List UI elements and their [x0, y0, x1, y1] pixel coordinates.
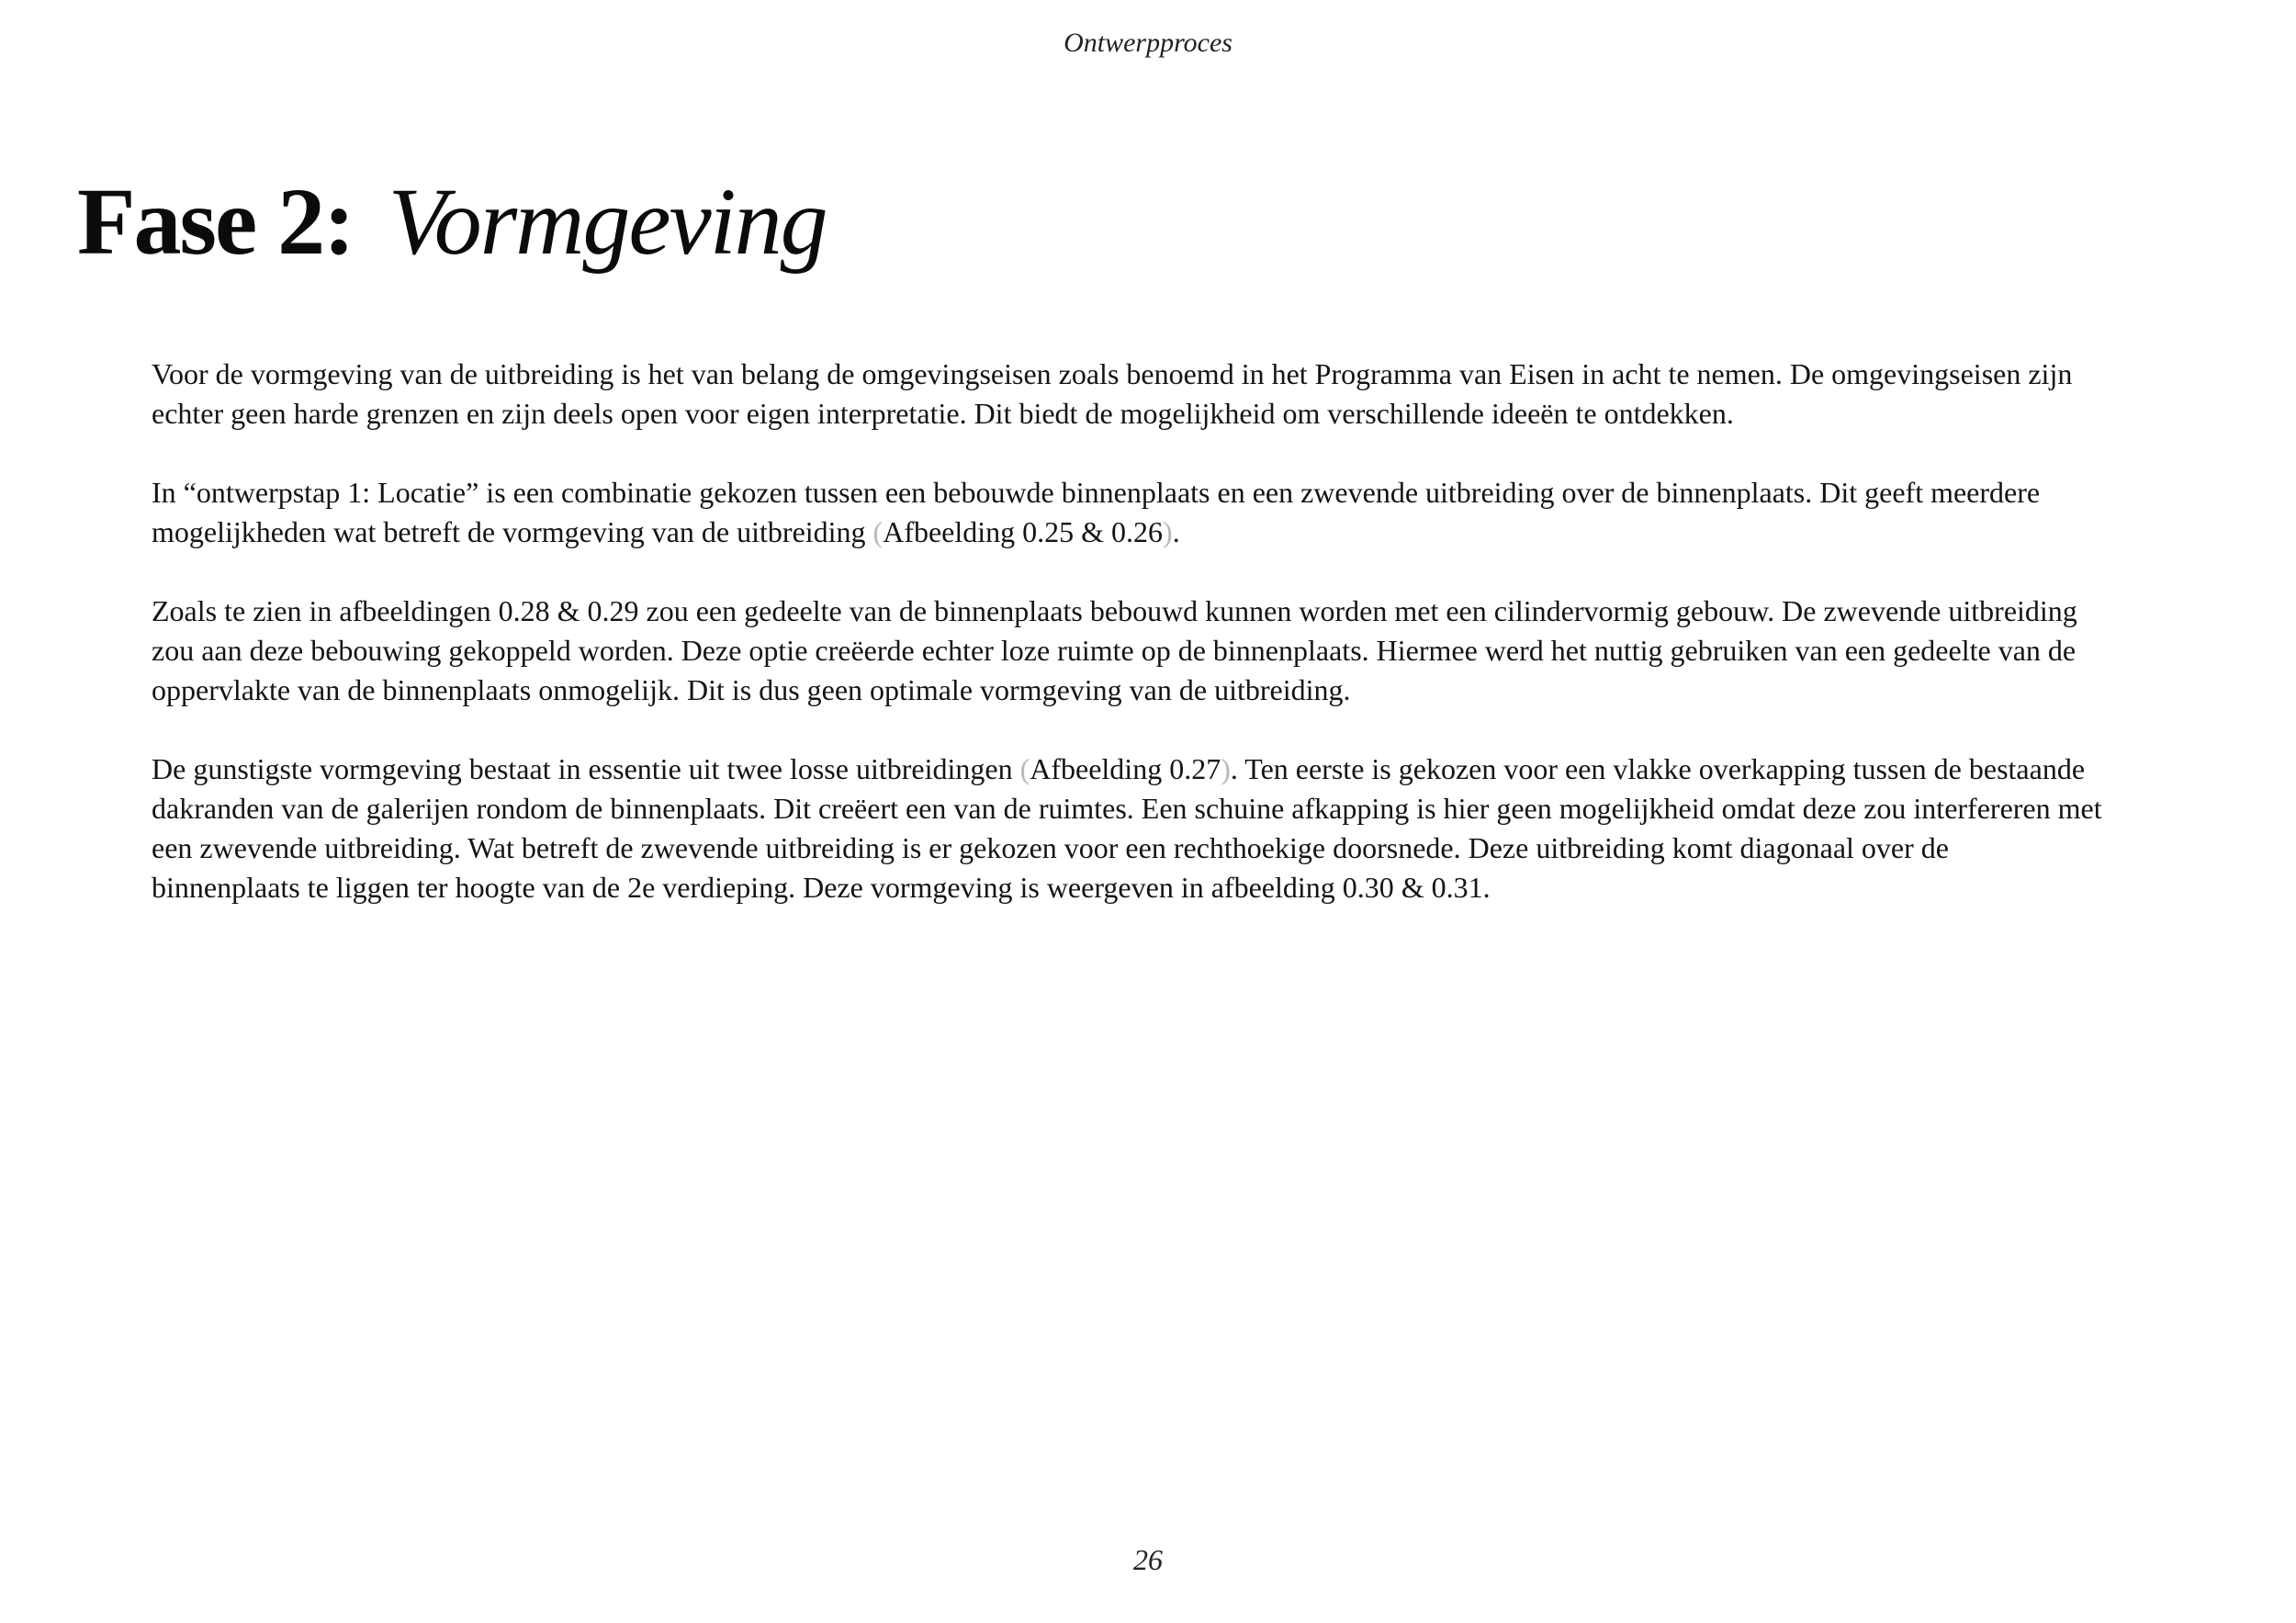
- open-parenthesis: (: [872, 515, 884, 548]
- title-lead: Fase 2:: [77, 169, 354, 275]
- paragraph-4-end: . Ten eerste is gekozen voor een vlakke overkapping tussen de bestaande dakranden van de galerijen rondom de binnenplaats. Dit creëert een van de ruimtes. Een schuine afkapping is hier geen mogelijkheid omdat deze zou interfereren met een zwevende uitbreiding. Wat betreft de zwevende uitbreiding is er gekozen voor een rechthoekige doorsnede. Deze uitbreiding komt diagonaal over de binnenplaats te liggen ter hoogte van de 2e verdieping. Deze vormgeving is weergeven in afbeelding 0.30 & 0.31.: [152, 752, 2102, 904]
- paragraph-3: Zoals te zien in afbeeldingen 0.28 & 0.29 zou een gedeelte van de binnenplaats bebouwd kunnen worden met een cilindervormig gebouw. De zwevende uitbreiding zou aan deze bebouwing gekoppeld worden. Deze optie creëerde echter loze ruimte op de binnenplaats. Hiermee werd het nuttig gebruiken van een gedeelte van de oppervlakte van de binnenplaats onmogelijk. Dit is dus geen optimale vormgeving van de uitbreiding.: [152, 594, 2077, 706]
- paragraph-2: [152, 473, 2103, 552]
- close-parenthesis: ): [1163, 515, 1173, 548]
- paragraph-4-text: De gunstigste vormgeving bestaat in essentie uit twee losse uitbreidingen: [152, 752, 1020, 785]
- figure-reference: Afbeelding 0.27: [1030, 752, 1221, 785]
- page-title: [77, 169, 827, 275]
- page-number: 26: [1133, 1543, 1163, 1576]
- paragraph-2-text: In “ontwerpstap 1: Locatie” is een combinatie gekozen tussen een bebouwde binnenplaats en een zwevende uitbreiding over de binnenplaats. Dit geeft meerdere mogelijkheden wat betreft de vormgeving van de uitbreiding: [152, 476, 2041, 548]
- title-emphasis: Vormgeving: [388, 169, 827, 275]
- open-parenthesis: (: [1019, 752, 1030, 785]
- running-header: Ontwerpproces: [1064, 28, 1232, 58]
- paragraph-4: [152, 750, 2103, 907]
- paragraph-1: Voor de vormgeving van de uitbreiding is het van belang de omgevingseisen zoals benoemd in het Programma van Eisen in acht te nemen. De omgevingseisen zijn echter geen harde grenzen en zijn deels open voor eigen interpretatie. Dit biedt de mogelijkheid om verschillende ideeën te ontdekken.: [152, 357, 2073, 430]
- close-parenthesis: ): [1221, 752, 1231, 785]
- body-text: [152, 355, 2103, 947]
- figure-reference: Afbeelding 0.25 & 0.26: [883, 515, 1164, 548]
- paragraph-2-end: .: [1172, 515, 1180, 548]
